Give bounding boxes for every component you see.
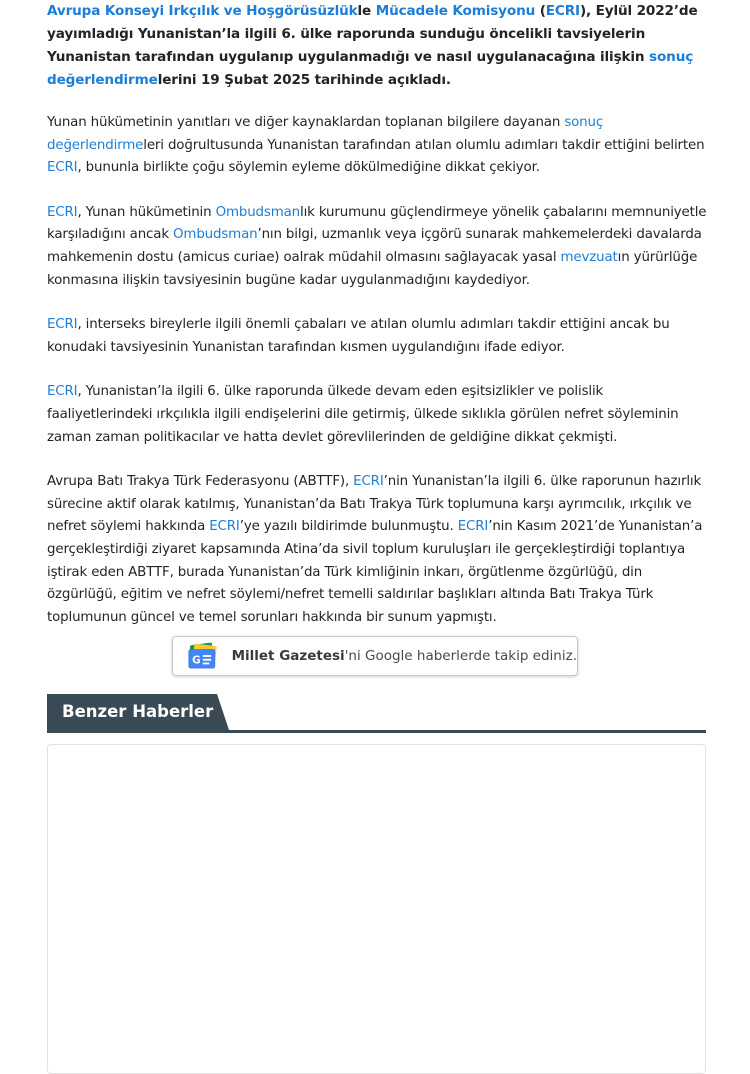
link-ecri[interactable]: ECRI [353,474,384,490]
article-paragraph-1: Avrupa Konseyi Irkçılık ve Hoşgörüsüzlükle Mücadele Komisyonu (ECRI), Eylül 2022’de yayımladığı Yunanistan’la ilgili 6. ülke raporunda sunduğu öncelikli tavsiyelerin Yunanistan tarafından uygulanıp uygulanmadığı ve nasıl uygulanacağına ilişkin sonuç değerlendirmelerini 19 Şubat 2025 tarihinde açıkladı. [47,3,698,88]
link-mevzuat[interactable]: mevzuat [560,249,618,265]
link-ecri[interactable]: ECRI [209,519,240,535]
link-sonuc-degerlendirme[interactable]: sonuç değerlendirme [47,115,604,153]
article-paragraph-4: ECRI, interseks bireylerle ilgili önemli çabaları ve atılan olumlu adımları takdir ettiğini ancak bu konudaki tavsiyesinin Yunanistan tarafından kısmen uygulandığını ifade ediyor. [47,317,670,355]
svg-text:G: G [192,654,201,667]
article-paragraph-2: Yunan hükümetinin yanıtları ve diğer kaynaklardan toplanan bilgilere dayanan sonuç değerlendirmeleri doğrultusunda Yunanistan tarafından atılan olumlu adımları takdir ettiğini belirten ECRI, bununla birlikte çoğu söylemin eyleme dökülmediğine dikkat çekiyor. [47,115,705,176]
google-news-brand: Millet Gazetesi [231,648,345,664]
google-news-follow-button[interactable] [172,636,578,676]
article-body [47,0,712,651]
related-news-title: Benzer Haberler [47,694,217,730]
link-ecri-full[interactable]: Avrupa Konseyi Irkçılık ve Hoşgörüsüzlük [47,3,358,19]
link-ombudsman[interactable]: Ombudsman [215,204,300,220]
article-paragraph-3: ECRI, Yunan hükümetinin Ombudsmanlık kurumunu güçlendirmeye yönelik çabalarını memnuniyetle karşıladığını ancak Ombudsman’nın bilgi, uzmanlık veya içgörü sunarak mahkemelerdeki davalarda mahkemenin dostu (amicus curiae) oalrak müdahil olmasını sağlayacak yasal mevzuatın yürürlüğe konmasına ilişkin tavsiyesinin bugüne kadar uygulanmadığını kaydediyor. [47,204,707,288]
link-ecri[interactable]: ECRI [545,3,580,19]
article-paragraph-5: ECRI, Yunanistan’la ilgili 6. ülke raporunda ülkede devam eden eşitsizlikler ve polislik faaliyetlerindeki ırkçılıkla ilgili endişelerini dile getirmiş, ülkede sıklıkla görülen nefret söyleminin zaman zaman politikacılar ve hatta devlet görevlilerinden de geldiğine dikkat çekmişti. [47,384,679,445]
article-paragraph-6: Avrupa Batı Trakya Türk Federasyonu (ABTTF), ECRI’nin Yunanistan’la ilgili 6. ülke raporunun hazırlık sürecine aktif olarak katılmış, Yunanistan’da Batı Trakya Türk toplumuna karşı ayrımcılık, ırkçılık ve nefret söylemi hakkında ECRI’ye yazılı bildirimde bulunmuştu. ECRI’nin Kasım 2021’de Yunanistan’a gerçekleştirdiği ziyaret kapsamında Atina’da sivil toplum kuruluşları ile gerçekleştirdiği toplantıya iştirak eden ABTTF, burada Yunanistan’da Türk kimliğinin inkarı, örgütlenme özgürlüğü, din özgürlüğü, eğitim ve nefret söylemi/nefret temelli saldırılar başlıkları altında Batı Trakya Türk toplumunun güncel ve temel sorunları hakkında bir sunum yapmıştı. [47,474,703,625]
link-sonuc-degerlendirme[interactable]: sonuç değerlendirme [47,49,694,88]
link-ombudsman[interactable]: Ombudsman [173,227,258,243]
link-ecri[interactable]: ECRI [47,160,78,176]
link-ecri[interactable]: ECRI [457,519,489,535]
link-mucadele-komisyonu[interactable]: Mücadele Komisyonu [375,3,536,19]
link-ecri[interactable]: ECRI [47,384,78,400]
link-ecri[interactable]: ECRI [47,204,78,220]
link-ecri[interactable]: ECRI [47,317,78,333]
related-news-header [47,694,706,733]
google-news-icon [186,642,220,670]
google-news-label: Millet Gazetesi'ni Google haberlerde takip ediniz. [231,648,577,664]
related-news-container [47,744,706,1074]
